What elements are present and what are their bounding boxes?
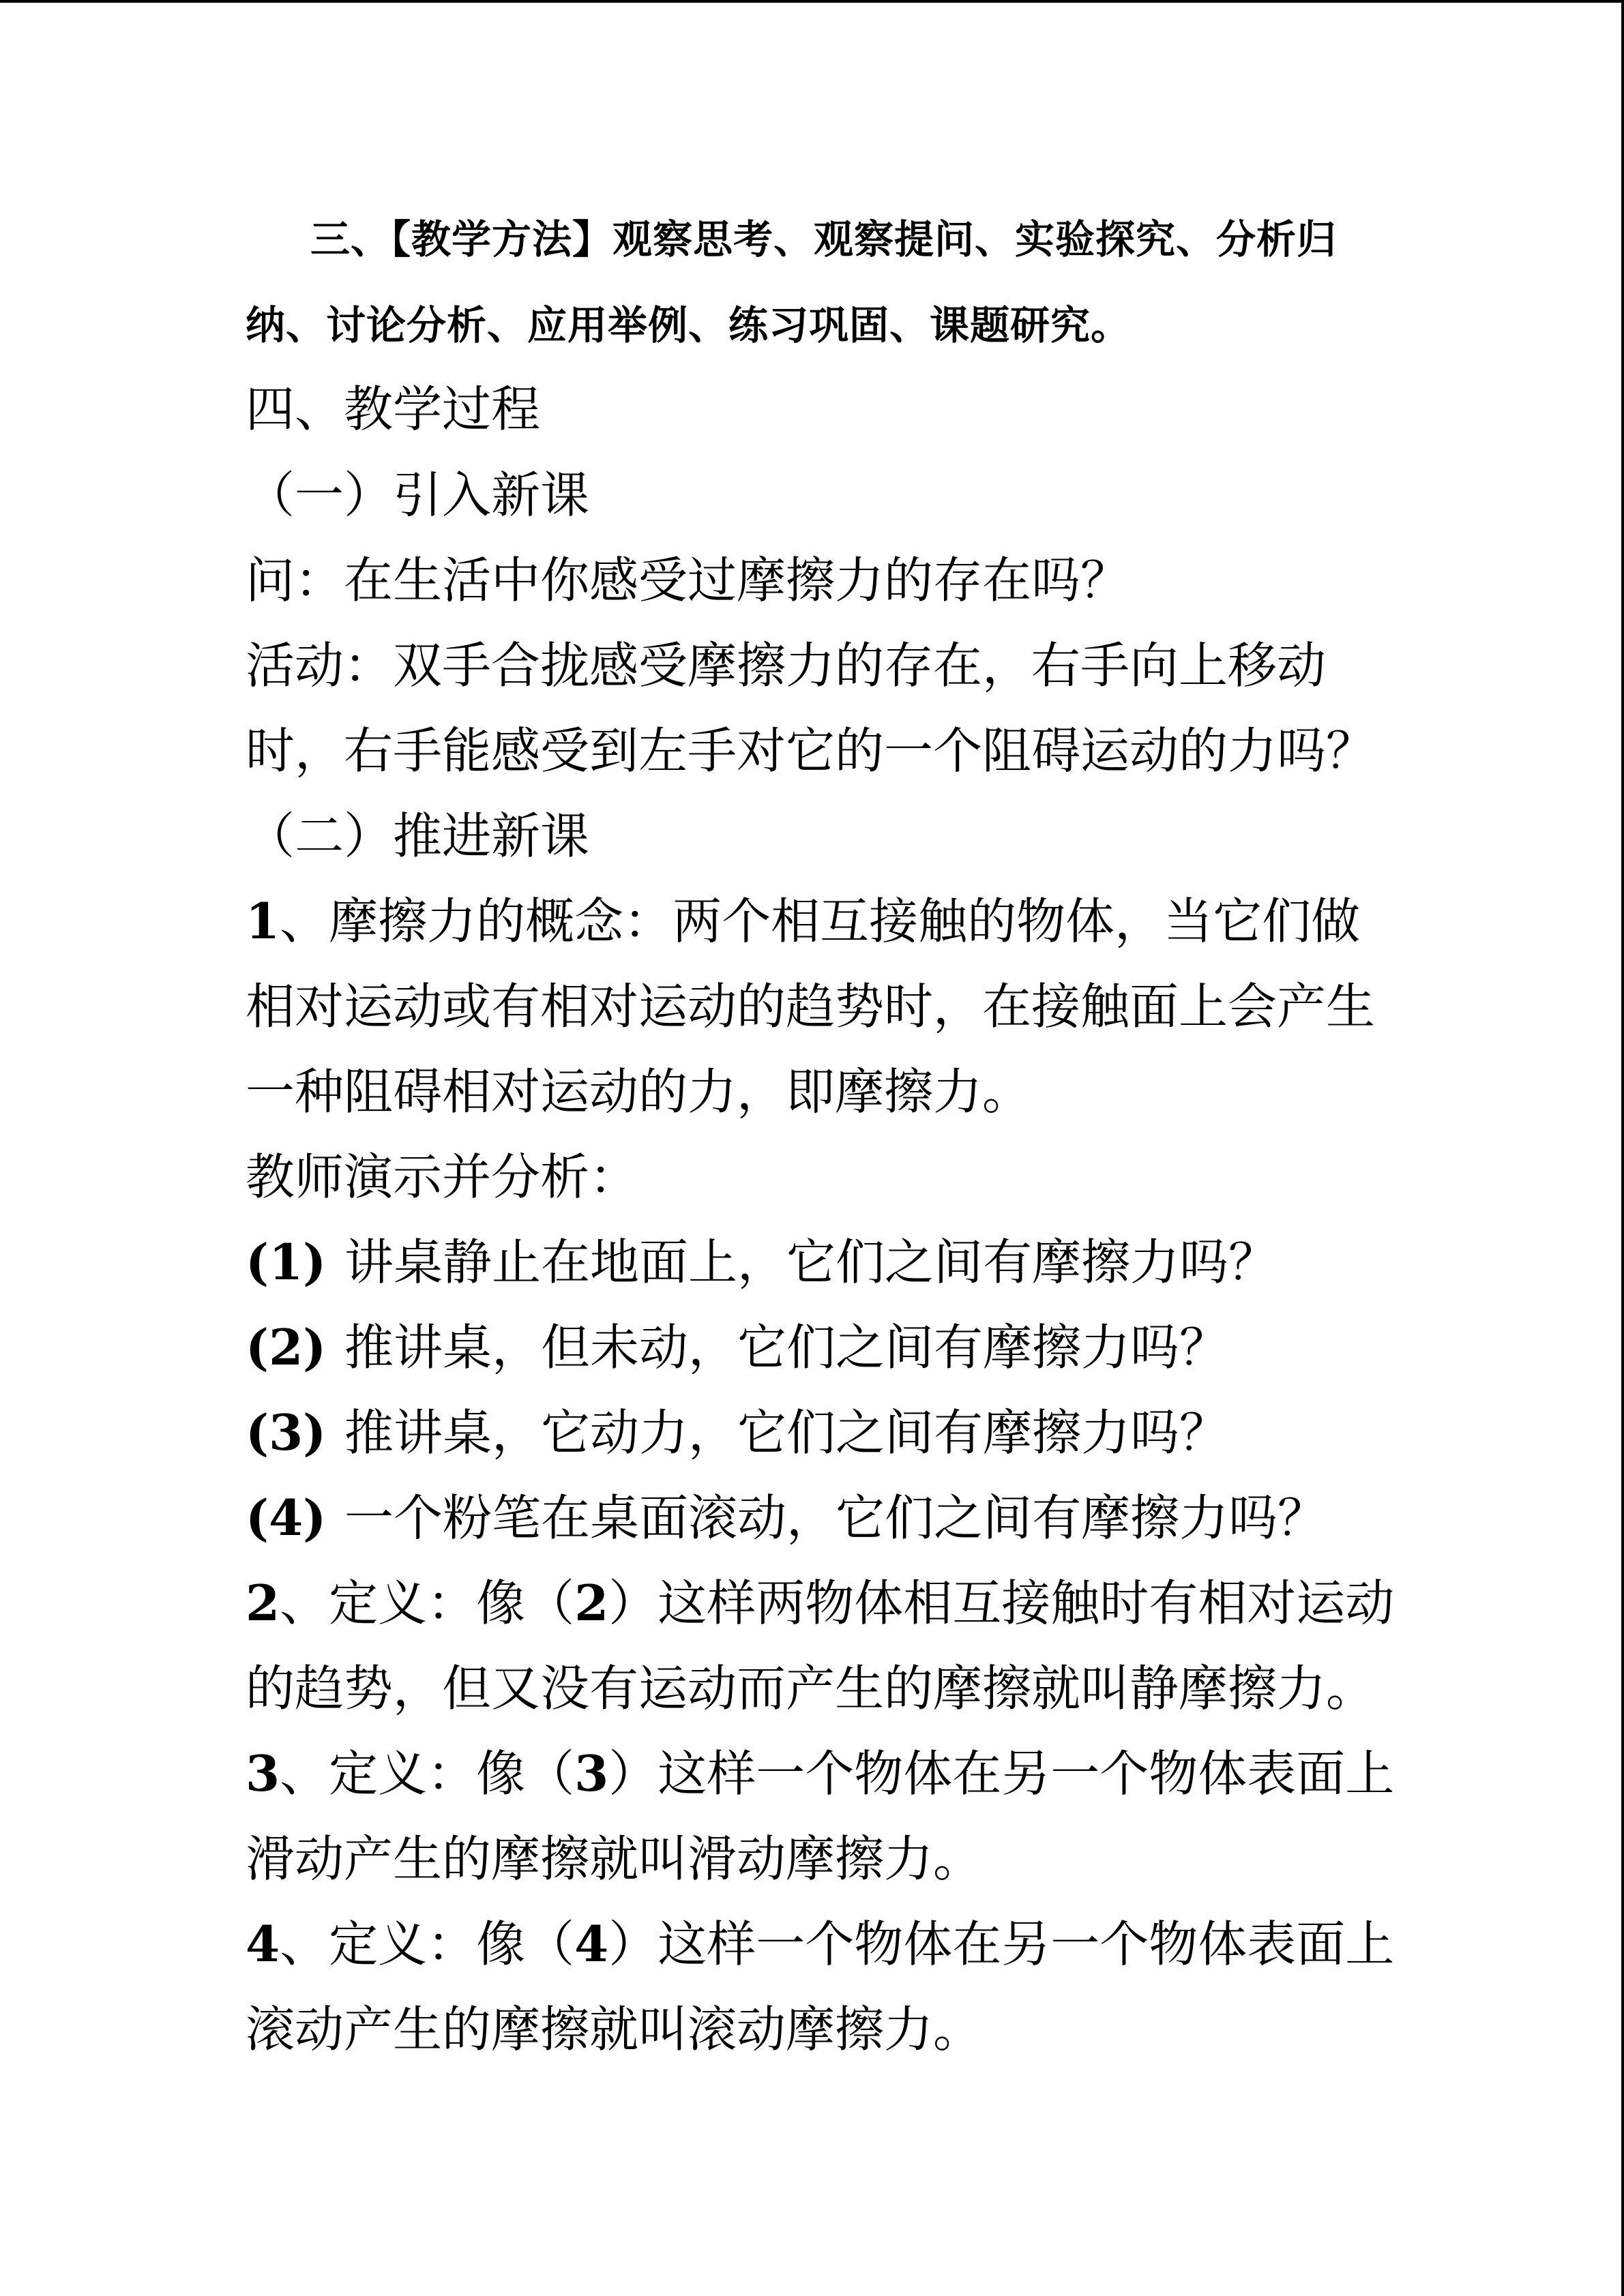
concept-line-1 [246, 892, 1361, 950]
definition-2-number: 2 [246, 1574, 280, 1632]
demo-item-number: (1) [246, 1233, 327, 1291]
concept-line-3: 一种阻碍相对运动的力，即摩擦力。 [246, 1063, 1032, 1120]
definition-4-line-1 [246, 1915, 1395, 1973]
definition-3-number: 3 [246, 1744, 280, 1802]
demo-item-3 [246, 1403, 1229, 1461]
definition-2-line-2: 的趋势，但又没有运动而产生的摩擦就叫静摩擦力。 [246, 1660, 1376, 1717]
process-heading: 四、教学过程 [246, 381, 541, 438]
definition-2-line-1 [246, 1574, 1395, 1632]
definition-2-prefix: 、定义：像（ [280, 1575, 575, 1632]
intro-heading: （一）引入新课 [246, 466, 590, 524]
concept-text: 、摩擦力的概念：两个相互接触的物体，当它们做 [280, 893, 1361, 950]
intro-activity-line-2: 时，右手能感受到左手对它的一个阻碍运动的力吗？ [246, 722, 1376, 779]
definition-3-line-1 [246, 1744, 1395, 1802]
concept-line-2: 相对运动或有相对运动的趋势时，在接触面上会产生 [246, 978, 1376, 1035]
demo-item-text: 讲桌静止在地面上，它们之间有摩擦力吗？ [344, 1234, 1278, 1291]
definition-3-ref: 3 [574, 1744, 609, 1802]
definition-3-line-2: 滑动产生的摩擦就叫滑动摩擦力。 [246, 1830, 983, 1888]
definition-4-ref: 4 [574, 1915, 609, 1973]
page-border-top [0, 0, 1624, 3]
concept-number: 1 [246, 892, 280, 950]
definition-4-text: ）这样一个物体在另一个物体表面上 [608, 1915, 1395, 1973]
demo-item-text: 推讲桌，但未动，它们之间有摩擦力吗？ [344, 1319, 1229, 1376]
intro-activity-line-1: 活动：双手合拢感受摩擦力的存在，右手向上移动 [246, 637, 1327, 694]
definition-2-text: ）这样两物体相互接触时有相对运动 [608, 1575, 1395, 1632]
demo-item-1 [246, 1233, 1278, 1291]
definition-4-prefix: 、定义：像（ [280, 1915, 575, 1973]
definition-2-ref: 2 [574, 1574, 609, 1632]
demo-heading: 教师演示并分析： [246, 1148, 639, 1206]
definition-4-line-2: 滚动产生的摩擦就叫滚动摩擦力。 [246, 2001, 983, 2058]
definition-3-text: ）这样一个物体在另一个物体表面上 [608, 1745, 1395, 1802]
demo-item-text: 推讲桌，它动力，它们之间有摩擦力吗？ [344, 1404, 1229, 1461]
demo-item-number: (4) [246, 1489, 327, 1547]
intro-question: 问：在生活中你感受过摩擦力的存在吗？ [246, 552, 1130, 609]
demo-item-text: 一个粉笔在桌面滚动，它们之间有摩擦力吗？ [344, 1489, 1327, 1547]
demo-item-4 [246, 1489, 1327, 1547]
advance-heading: （二）推进新课 [246, 807, 590, 865]
methods-line-2: 纳、讨论分析、应用举例、练习巩固、课题研究。 [246, 302, 1132, 348]
methods-line-1: 三、【教学方法】观察思考、观察提问、实验探究、分析归 [310, 216, 1338, 263]
demo-item-number: (2) [246, 1318, 327, 1376]
demo-item-number: (3) [246, 1403, 327, 1461]
definition-3-prefix: 、定义：像（ [280, 1745, 575, 1802]
definition-4-number: 4 [246, 1915, 280, 1973]
demo-item-2 [246, 1318, 1229, 1376]
page-border-right [1621, 0, 1624, 2296]
